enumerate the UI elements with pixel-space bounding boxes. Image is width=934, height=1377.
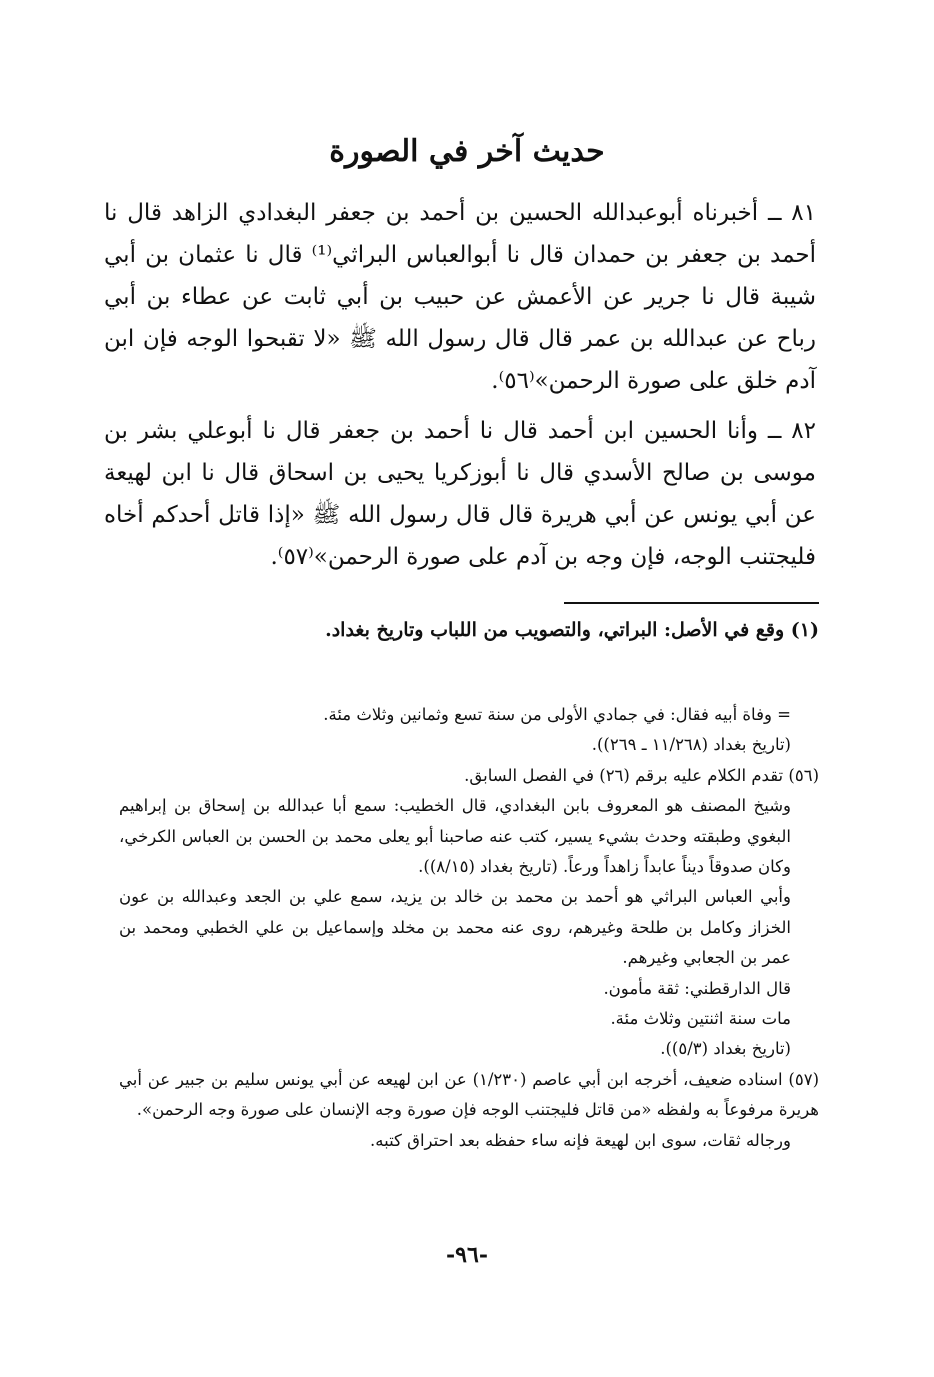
- note-line: (تاريخ بغداد (١١/٢٦٨ ـ ٢٦٩)).: [591, 735, 791, 755]
- note-line: (تاريخ بغداد (٥/٣)).: [660, 1039, 791, 1059]
- note-57-heading: (٥٧) اسناده ضعيف، أخرجه ابن أبي عاصم (١/٢٣٠) عن ابن لهيعه عن أبي يونس سليم بن جبير عن أبي هريرة مرفوعاً به ولفظه «من قاتل فليجتنب الوجه فإن صورة وجه الإنسان على صورة وجه الرحمن».: [119, 1069, 819, 1120]
- page-number: -٩٦-: [446, 1242, 488, 1268]
- footnote-1: (١) وقع في الأصل: البراتي، والتصويب من اللباب وتاريخ بغداد.: [325, 619, 819, 641]
- hadith-82-paragraph: ٨٢ ــ وأنا الحسين ابن أحمد قال نا أحمد بن جعفر قال نا أبوعلي بشر بن موسى بن صالح الأسدي قال نا أبوزكريا يحيى بن اسحاق قال نا ابن لهيعة عن أبي يونس عن أبي هريرة قال قال رسول الله ﷺ «إذا قاتل أحدكم أخاه فليجتنب الوجه، فإن وجه بن آدم على صورة الرحمن»⁽٥٧⁾.: [104, 418, 816, 570]
- note-56-heading: (٥٦) تقدم الكلام عليه برقم (٢٦) في الفصل السابق.: [464, 765, 819, 785]
- note-line: ورجاله ثقات، سوى ابن لهيعة فإنه ساء حفظه بعد احتراق كتبه.: [370, 1130, 791, 1150]
- footnotes-section: [119, 700, 819, 1156]
- hadith-81-paragraph: ٨١ ــ أخبرناه أبوعبدالله الحسين بن أحمد بن جعفر البغدادي الزاهد قال نا أحمد بن جعفر بن حمدان قال نا أبوالعباس البراثي⁽¹⁾ قال نا عثمان بن أبي شيبة قال نا جرير عن الأعمش عن حبيب بن أبي ثابت عن عطاء بن أبي رباح عن عبدالله بن عمر قال قال رسول الله ﷺ «لا تقبحوا الوجه فإن ابن آدم خلق على صورة الرحمن»⁽٥٦⁾.: [104, 200, 817, 394]
- note-line: قال الدارقطني: ثقة مأمون.: [603, 978, 791, 998]
- note-line: وأبي العباس البراثي هو أحمد بن محمد بن خالد بن يزيد، سمع علي بن الجعد وعبدالله بن عون الخزاز وكامل بن طلحة وغيرهم، روى عنه محمد بن مخلد وإسماعيل بن علي الخطبي ومحمد بن عمر بن الجعابي وغيرهم.: [119, 887, 791, 968]
- page-title: حديث آخر في الصورة: [329, 134, 605, 169]
- note-line: = وفاة أبيه فقال: في جمادي الأولى من سنة تسع وثمانين وثلاث مئة.: [323, 705, 791, 724]
- footnote-divider: [564, 602, 819, 604]
- note-line: وشيخ المصنف هو المعروف بابن البغدادي، قال الخطيب: سمع أبا عبدالله بن إسحاق بن إبراهيم البغوي وطبقته وحدث بشيء يسير، كتب عنه صاحبنا أبو يعلى محمد بن الحسن بن العباس الكرخي، وكان صدوقاً ديناً عابداً زاهداً ورعاً. (تاريخ بغداد (٨/١٥)).: [119, 796, 791, 877]
- note-line: مات سنة اثنتين وثلاث مئة.: [610, 1009, 791, 1029]
